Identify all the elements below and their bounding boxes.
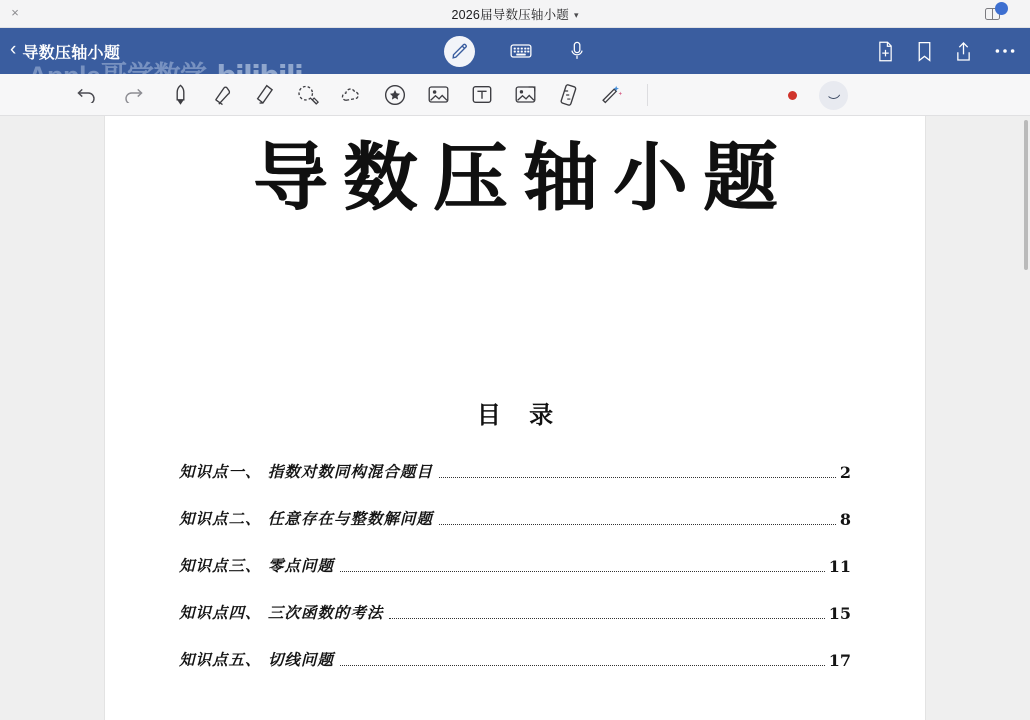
notification-badge <box>995 2 1008 15</box>
more-button[interactable] <box>994 47 1016 55</box>
insert-image-button[interactable] <box>427 84 450 105</box>
toc-heading: 目 录 <box>476 400 564 430</box>
history-group <box>0 86 144 103</box>
toc-entry-label: 知识点一、 指数对数同构混合题目 <box>179 462 433 482</box>
chevron-down-icon[interactable]: ▾ <box>573 9 579 20</box>
toc-entry-page: 2 <box>839 463 851 483</box>
pen-icon <box>450 42 469 61</box>
microphone-tool-button[interactable] <box>567 40 587 62</box>
eraser-button[interactable] <box>212 84 233 106</box>
app-header <box>0 28 1030 74</box>
toc-leader-dots <box>439 477 836 478</box>
list-item[interactable] <box>179 507 851 529</box>
toc-entry-page: 11 <box>828 557 851 577</box>
color-picker-arc-icon <box>826 91 841 99</box>
keyboard-icon <box>509 39 533 63</box>
toc-entry-page: 15 <box>828 604 851 624</box>
close-icon[interactable]: × <box>11 5 19 20</box>
pen-button[interactable] <box>170 84 191 106</box>
list-item[interactable] <box>179 601 851 623</box>
shape-recognize-button[interactable] <box>340 84 363 105</box>
toc-leader-dots <box>340 665 825 666</box>
ruler-icon <box>558 84 579 106</box>
new-page-button[interactable] <box>876 41 895 62</box>
toc-leader-dots <box>439 524 836 525</box>
sticker-button[interactable] <box>384 84 406 106</box>
keyboard-tool-button[interactable] <box>509 39 533 63</box>
microphone-icon <box>567 40 587 62</box>
page-title: 导数压轴小题 <box>253 135 793 221</box>
eraser-icon <box>212 84 233 106</box>
pen-icon <box>170 84 191 106</box>
document-canvas[interactable] <box>0 116 1030 720</box>
list-item[interactable] <box>179 648 851 670</box>
screenshot-button[interactable] <box>514 84 537 105</box>
vertical-scrollbar[interactable] <box>1024 120 1028 270</box>
window-title-bar <box>0 0 1030 28</box>
cloud-shape-icon <box>340 84 363 105</box>
undo-button[interactable] <box>76 86 97 103</box>
toc-entry-page: 8 <box>839 510 851 530</box>
color-picker-button[interactable] <box>819 81 848 110</box>
redo-button[interactable] <box>123 86 144 103</box>
table-of-contents <box>179 460 851 670</box>
toc-leader-dots <box>340 571 825 572</box>
highlighter-icon <box>254 84 275 106</box>
document-name[interactable]: 导数压轴小题 <box>22 44 121 62</box>
lasso-select-icon <box>296 84 319 106</box>
bookmark-button[interactable] <box>916 41 933 62</box>
share-icon <box>954 41 973 62</box>
toc-entry-page: 17 <box>828 651 851 671</box>
back-icon[interactable]: ‹ <box>10 39 17 60</box>
toc-entry-label: 知识点五、 切线问题 <box>179 650 334 670</box>
tool-divider <box>647 84 648 106</box>
toc-entry-label: 知识点四、 三次函数的考法 <box>179 603 384 623</box>
list-item[interactable] <box>179 460 851 482</box>
redo-icon <box>123 86 144 103</box>
color-controls <box>788 74 848 116</box>
toc-entry-label: 知识点二、 任意存在与整数解问题 <box>179 509 433 529</box>
pen-tool-button[interactable] <box>444 36 475 67</box>
ai-magic-button[interactable] <box>600 83 623 106</box>
list-item[interactable] <box>179 554 851 576</box>
document-page[interactable] <box>105 116 925 720</box>
tool-strip <box>0 74 1030 116</box>
image-icon <box>427 84 450 105</box>
text-box-icon <box>471 84 493 105</box>
lasso-select-button[interactable] <box>296 84 319 106</box>
bookmark-icon <box>916 41 933 62</box>
toc-leader-dots <box>389 618 824 619</box>
app-header-right-tools <box>876 28 1022 74</box>
drawing-tools <box>170 83 623 106</box>
undo-icon <box>76 86 97 103</box>
more-icon <box>994 47 1016 55</box>
toc-entry-label: 知识点三、 零点问题 <box>179 556 334 576</box>
text-box-button[interactable] <box>471 84 493 105</box>
magic-wand-icon <box>600 83 623 106</box>
share-button[interactable] <box>954 41 973 62</box>
ruler-button[interactable] <box>558 84 579 106</box>
new-page-icon <box>876 41 895 62</box>
document-title-group[interactable] <box>0 0 1030 28</box>
highlighter-button[interactable] <box>254 84 275 106</box>
window-title: 2026届导数压轴小题 <box>451 8 569 22</box>
screenshot-icon <box>514 84 537 105</box>
current-color-swatch[interactable] <box>788 91 797 100</box>
star-badge-icon <box>384 84 406 106</box>
